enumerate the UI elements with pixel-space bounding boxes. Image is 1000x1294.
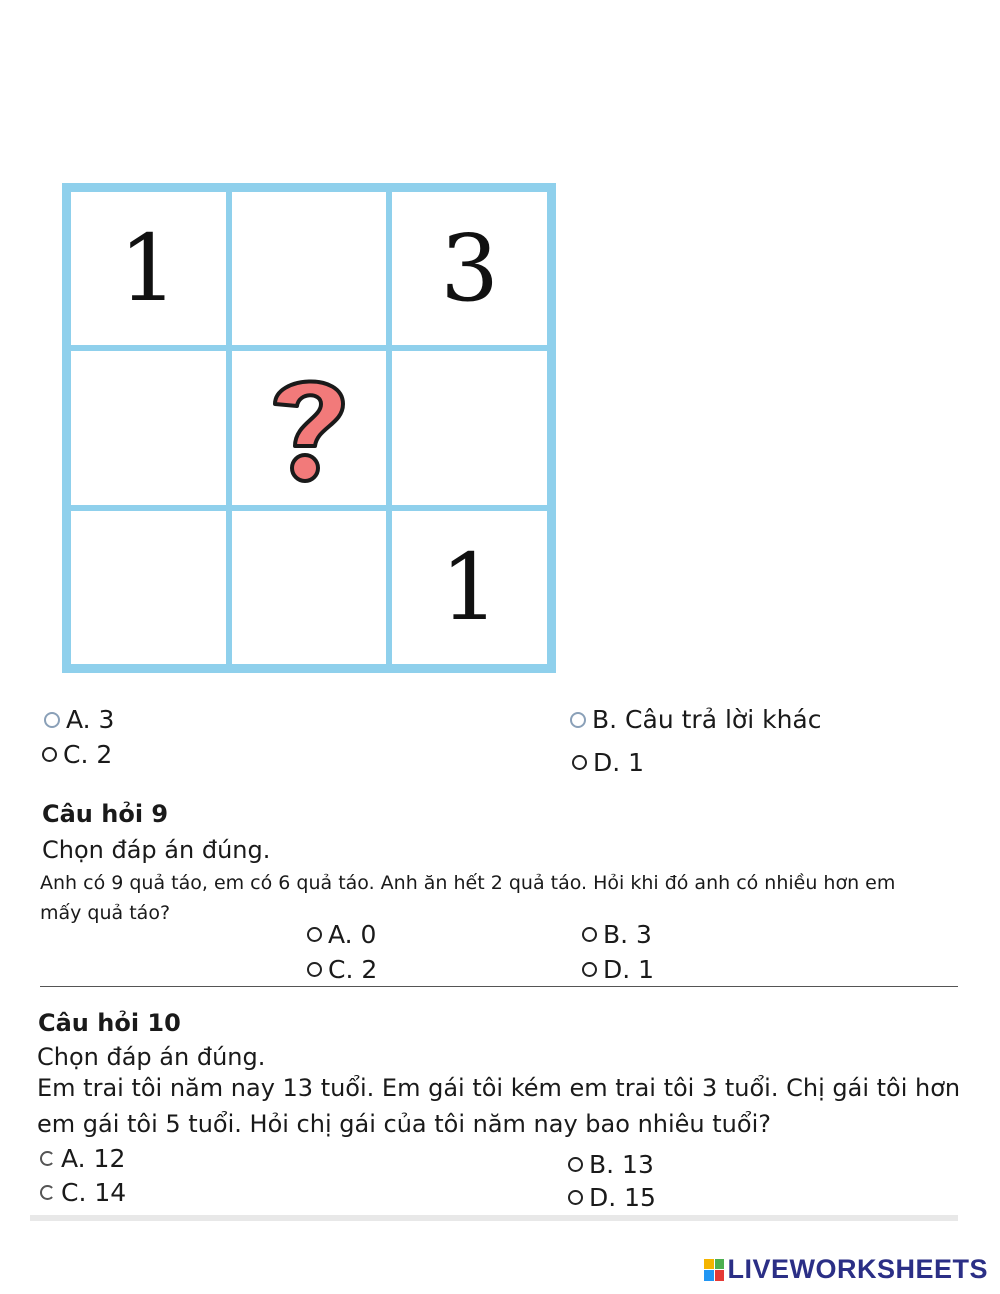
grid-cell bbox=[229, 508, 390, 667]
q10-option-c[interactable] bbox=[40, 1180, 126, 1205]
brand-name: LIVEWORKSHEETS bbox=[727, 1254, 988, 1284]
q9-option-a[interactable] bbox=[307, 922, 376, 947]
grid-cell: 1 bbox=[389, 508, 550, 667]
radio-icon[interactable] bbox=[40, 1151, 55, 1166]
grid-cell: 1 bbox=[68, 189, 229, 348]
q8-option-a[interactable] bbox=[44, 707, 114, 732]
radio-icon[interactable] bbox=[44, 712, 60, 728]
liveworksheets-logo-icon bbox=[704, 1259, 724, 1281]
q10-question-line: em gái tôi 5 tuổi. Hỏi chị gái của tôi năm nay bao nhiêu tuổi? bbox=[37, 1110, 771, 1138]
grid-cell bbox=[229, 189, 390, 348]
number-grid-puzzle bbox=[62, 183, 556, 673]
q10-title: Câu hỏi 10 bbox=[38, 1009, 181, 1037]
bottom-edge-shadow bbox=[30, 1215, 958, 1221]
q9-title: Câu hỏi 9 bbox=[42, 800, 169, 828]
option-label: C. 14 bbox=[61, 1178, 127, 1207]
option-label: B. Câu trả lời khác bbox=[592, 705, 822, 734]
option-label: B. 13 bbox=[589, 1150, 654, 1179]
q9-option-c[interactable] bbox=[307, 957, 377, 982]
q10-instruction: Chọn đáp án đúng. bbox=[37, 1043, 266, 1071]
radio-icon[interactable] bbox=[570, 712, 586, 728]
q8-option-b[interactable] bbox=[570, 707, 821, 732]
radio-icon[interactable] bbox=[42, 747, 57, 762]
option-label: B. 3 bbox=[603, 920, 652, 949]
option-label: C. 2 bbox=[328, 955, 378, 984]
q8-option-c[interactable] bbox=[42, 742, 112, 767]
q9-question-line: Anh có 9 quả táo, em có 6 quả táo. Anh ăn hết 2 quả táo. Hỏi khi đó anh có nhiều hơn em bbox=[40, 872, 896, 894]
q10-option-a[interactable] bbox=[40, 1146, 125, 1171]
q9-option-d[interactable] bbox=[582, 957, 654, 982]
grid-cell bbox=[68, 508, 229, 667]
grid-cell bbox=[68, 348, 229, 507]
q9-question-line: mấy quả táo? bbox=[40, 902, 171, 924]
section-divider bbox=[40, 986, 958, 987]
q10-option-d[interactable] bbox=[568, 1185, 656, 1210]
radio-icon[interactable] bbox=[307, 962, 322, 977]
q9-instruction: Chọn đáp án đúng. bbox=[42, 836, 271, 864]
q8-option-d[interactable] bbox=[572, 750, 644, 775]
question-mark-icon bbox=[229, 348, 390, 507]
option-label: A. 3 bbox=[66, 705, 115, 734]
option-label: D. 15 bbox=[589, 1183, 656, 1212]
grid-cell bbox=[389, 348, 550, 507]
radio-icon[interactable] bbox=[582, 962, 597, 977]
radio-icon[interactable] bbox=[568, 1157, 583, 1172]
option-label: D. 1 bbox=[593, 748, 645, 777]
option-label: A. 12 bbox=[61, 1144, 126, 1173]
radio-icon[interactable] bbox=[582, 927, 597, 942]
q9-option-b[interactable] bbox=[582, 922, 652, 947]
radio-icon[interactable] bbox=[572, 755, 587, 770]
radio-icon[interactable] bbox=[307, 927, 322, 942]
option-label: A. 0 bbox=[328, 920, 377, 949]
q10-question-line: Em trai tôi năm nay 13 tuổi. Em gái tôi kém em trai tôi 3 tuổi. Chị gái tôi hơn bbox=[37, 1074, 961, 1102]
liveworksheets-logo bbox=[704, 1254, 988, 1285]
grid-cell: 3 bbox=[389, 189, 550, 348]
radio-icon[interactable] bbox=[568, 1190, 583, 1205]
radio-icon[interactable] bbox=[40, 1185, 55, 1200]
option-label: C. 2 bbox=[63, 740, 113, 769]
option-label: D. 1 bbox=[603, 955, 655, 984]
q10-option-b[interactable] bbox=[568, 1152, 654, 1177]
